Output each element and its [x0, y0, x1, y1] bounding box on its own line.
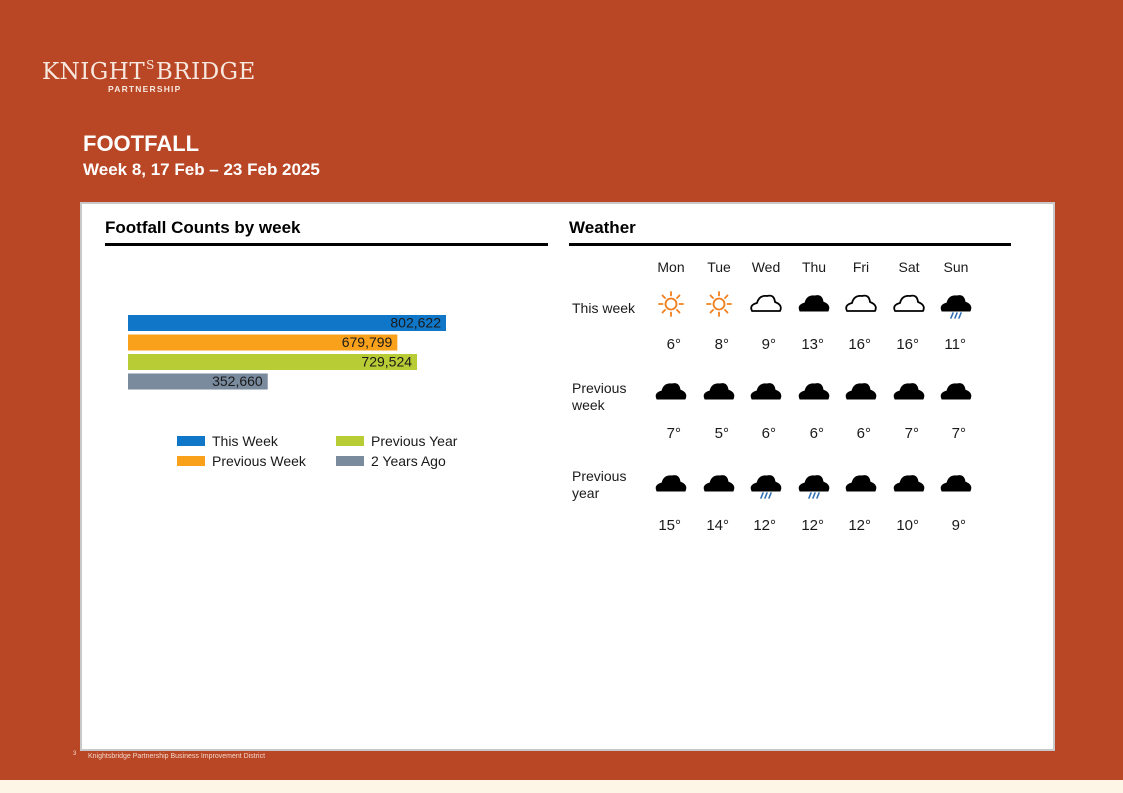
footfall-title-rule — [105, 243, 548, 246]
legend-swatch — [177, 436, 205, 446]
weather-temperature: 6° — [761, 425, 776, 442]
weather-row-label: year — [572, 485, 600, 501]
report-panel — [80, 202, 1055, 751]
brand-subtitle: PARTNERSHIP — [108, 84, 182, 94]
weather-title-rule — [569, 243, 1011, 246]
weather-temperature: 15° — [658, 517, 681, 534]
weather-day-label: Tue — [707, 259, 731, 275]
weather-temperature: 8° — [714, 336, 729, 353]
dark-cloud-icon — [941, 476, 971, 491]
weather-temperature: 12° — [753, 517, 776, 534]
footfall-chart-title: Footfall Counts by week — [105, 218, 301, 237]
weather-temperature: 14° — [706, 517, 729, 534]
weather-temperature: 12° — [801, 517, 824, 534]
weather-temperature: 7° — [904, 425, 919, 442]
cloud-icon — [894, 296, 924, 311]
legend-entry: 2 Years Ago — [371, 453, 446, 469]
dark-cloud-icon — [894, 476, 924, 491]
legend-entry: Previous Week — [212, 453, 306, 469]
weather-temperature: 11° — [944, 336, 966, 353]
rain-cloud-icon — [799, 476, 829, 498]
footfall-bar-chart — [82, 264, 562, 564]
weather-temperature: 6° — [809, 425, 824, 442]
weather-temperature: 7° — [951, 425, 966, 442]
dark-cloud-icon — [656, 384, 686, 399]
page-title: FOOTFALL — [83, 131, 200, 156]
page-subtitle: Week 8, 17 Feb – 23 Feb 2025 — [83, 160, 320, 179]
weather-day-label: Mon — [657, 259, 685, 275]
sun-icon — [659, 292, 683, 316]
weather-row-label: week — [572, 397, 605, 413]
footer-text: Knightsbridge Partnership Business Improvement District — [88, 753, 266, 760]
weather-temperature: 7° — [666, 425, 681, 442]
weather-temperature: 5° — [714, 425, 729, 442]
dark-cloud-icon — [894, 384, 924, 399]
weather-temperature: 9° — [951, 517, 966, 534]
bar-value-label: 802,622 — [390, 314, 441, 331]
weather-temperature: 13° — [801, 336, 824, 353]
bottom-strip — [0, 780, 1123, 793]
dark-cloud-icon — [704, 384, 734, 399]
brand-wordmark: $KNIGHT^SBRIDGE$ — [42, 58, 256, 85]
dark-cloud-icon — [704, 476, 734, 491]
weather-temperature: 9° — [761, 336, 776, 353]
weather-day-label: Fri — [852, 259, 870, 275]
cloud-icon — [751, 296, 781, 311]
bar-value-label: 679,799 — [341, 334, 393, 350]
weather-temperature: 6° — [856, 425, 871, 442]
weather-temperature: 12° — [848, 517, 871, 534]
dark-cloud-icon — [846, 476, 876, 491]
weather-day-label: Sun — [943, 259, 969, 275]
dark-cloud-icon — [751, 384, 781, 399]
weather-day-label: Sat — [898, 259, 920, 275]
cloud-icon — [846, 296, 876, 311]
weather-day-label: Wed — [751, 259, 781, 275]
weather-temperature: 10° — [896, 517, 919, 534]
rain-cloud-icon — [941, 296, 971, 318]
weather-table — [569, 252, 1029, 572]
weather-row-label: Previous — [572, 468, 627, 484]
bar-value-label: 729,524 — [361, 353, 413, 370]
legend-entry: Previous Year — [371, 433, 458, 449]
bar-value-label: 352,660 — [212, 373, 263, 389]
legend-swatch — [336, 456, 364, 466]
dark-cloud-icon — [799, 296, 829, 311]
legend-swatch — [177, 456, 205, 466]
weather-row-label: Previous — [572, 380, 627, 396]
weather-temperature: 16° — [848, 336, 871, 353]
weather-title: Weather — [569, 218, 636, 237]
legend-swatch — [336, 436, 364, 446]
brand-logo — [42, 58, 257, 100]
page-number: 3 — [73, 751, 77, 757]
weather-day-label: Thu — [801, 259, 827, 275]
sun-icon — [707, 292, 731, 316]
dark-cloud-icon — [941, 384, 971, 399]
rain-cloud-icon — [751, 476, 781, 498]
weather-temperature: 16° — [896, 336, 919, 353]
dark-cloud-icon — [799, 384, 829, 399]
legend-entry: This Week — [212, 433, 278, 449]
dark-cloud-icon — [846, 384, 876, 399]
dark-cloud-icon — [656, 476, 686, 491]
weather-row-label: This week — [572, 300, 636, 316]
weather-temperature: 6° — [666, 336, 681, 353]
